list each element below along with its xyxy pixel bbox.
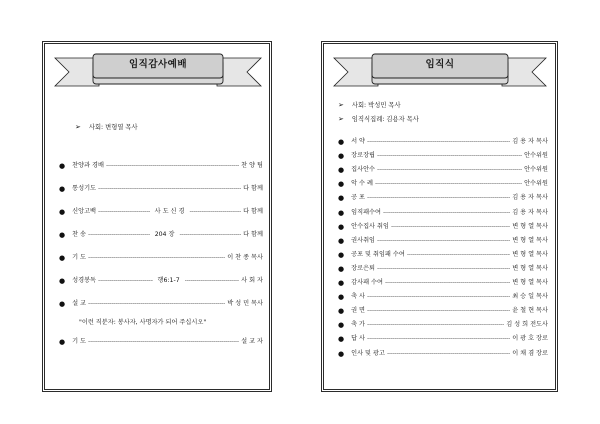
circle-bullet-icon: ● [338, 279, 345, 287]
item-label: 축 사 [351, 293, 366, 301]
circle-bullet-icon: ● [338, 180, 345, 189]
item-value: 윤 철 현 목사 [512, 307, 548, 315]
program-item [59, 208, 263, 216]
program-item [338, 293, 548, 301]
page-title: 임직식 [425, 59, 455, 70]
circle-bullet-icon: ● [338, 194, 345, 203]
circle-bullet-icon: ● [338, 321, 345, 330]
item-label: 악 수 례 [351, 180, 373, 188]
program-item [338, 265, 548, 273]
circle-bullet-icon: ● [338, 152, 345, 161]
item-label: 권 면 [351, 307, 366, 315]
leader-dashes [377, 265, 510, 273]
program-item [338, 321, 548, 329]
leader-dashes [98, 208, 150, 216]
item-value: 김 용 자 목사 [512, 138, 548, 145]
item-value: 사 회 자 [241, 277, 264, 284]
leader-dashes [377, 237, 510, 245]
item-label: 서 약 [351, 138, 366, 145]
circle-bullet-icon: ● [338, 250, 345, 259]
item-middle: 사 도 신 경 [154, 208, 185, 215]
circle-bullet-icon: ● [59, 277, 66, 285]
program-item [338, 237, 548, 245]
item-value: 안수위원 [524, 152, 548, 160]
item-label: 임직패수여 [351, 208, 381, 216]
program-item [338, 279, 548, 287]
program-item [338, 152, 548, 160]
program-item [59, 254, 263, 262]
item-value: 김 용 자 목사 [512, 208, 548, 216]
item-value: 다 함께 [243, 231, 264, 238]
circle-bullet-icon: ● [338, 349, 345, 358]
leader-dashes [98, 277, 153, 285]
item-value: 변 형 열 목사 [512, 250, 548, 258]
leader-dashes [88, 231, 150, 239]
leader-dashes [367, 138, 510, 146]
leader-dashes [189, 208, 241, 216]
item-value: 안수위원 [524, 166, 548, 174]
item-value: 변 형 열 목사 [512, 222, 548, 230]
circle-bullet-icon: ● [59, 338, 66, 346]
program-item [59, 338, 263, 346]
item-value: 변 형 열 목사 [512, 264, 548, 272]
circle-bullet-icon: ● [338, 208, 345, 217]
circle-bullet-icon: ● [59, 254, 66, 262]
left-panel-worship [42, 41, 272, 392]
item-label: 기 도 [72, 254, 87, 261]
item-value: 다 함께 [243, 208, 263, 215]
program-item [59, 277, 263, 285]
item-label: 인사 및 광고 [351, 349, 385, 357]
item-label: 답 사 [351, 335, 366, 343]
item-value: 최 승 일 목사 [512, 293, 548, 301]
program-item [338, 166, 548, 174]
arrow-bullet-icon: ➢ [338, 100, 344, 109]
program-item [338, 251, 548, 259]
item-label: 권사취임 [351, 236, 376, 244]
program-item [59, 231, 263, 239]
item-label: 장로은퇴 [351, 264, 376, 272]
host-line [338, 100, 401, 109]
item-value: 김 용 자 목사 [512, 194, 548, 202]
item-label: 통성기도 [72, 185, 97, 192]
program-item [338, 209, 548, 217]
leader-dashes [367, 194, 510, 202]
page-title: 임직감사예배 [128, 59, 188, 70]
leader-dashes [88, 338, 239, 346]
item-label: 성경봉독 [72, 277, 97, 284]
leader-dashes [185, 277, 240, 285]
item-label: 찬 송 [72, 231, 87, 238]
leader-dashes [106, 162, 239, 170]
leader-dashes [383, 209, 510, 217]
circle-bullet-icon: ● [338, 138, 345, 146]
circle-bullet-icon: ● [338, 236, 345, 245]
item-label: 공 포 [351, 194, 366, 202]
circle-bullet-icon: ● [59, 162, 66, 170]
item-value: 안수위원 [524, 180, 548, 188]
leader-dashes [377, 152, 522, 160]
item-middle: 204 장 [154, 231, 175, 238]
program-item [338, 223, 548, 231]
program-item [338, 138, 548, 146]
item-label: 안수집사 취임 [351, 222, 389, 230]
leader-dashes [391, 223, 510, 231]
program-item [338, 194, 548, 202]
officiant-text: 임직식집례: 김용자 목사 [351, 116, 419, 123]
circle-bullet-icon: ● [59, 300, 66, 308]
item-label: 기 도 [72, 338, 87, 345]
item-label: 설 교 [72, 300, 87, 307]
program-item [338, 350, 548, 358]
right-panel-ordination [321, 41, 558, 392]
circle-bullet-icon: ● [338, 264, 345, 273]
item-label: 집사안수 [351, 166, 376, 174]
item-value: 김 성 희 전도사 [506, 321, 548, 329]
leader-dashes [407, 251, 510, 259]
circle-bullet-icon: ● [338, 166, 345, 175]
item-label: 감사패 수여 [351, 279, 383, 286]
leader-dashes [367, 293, 510, 301]
item-value: 변 형 열 목사 [512, 236, 548, 244]
leader-dashes [88, 254, 225, 262]
item-value: 이 찬 종 목사 [227, 254, 263, 261]
leader-dashes [367, 335, 510, 343]
item-label: 장로장립 [351, 152, 376, 160]
arrow-bullet-icon: ➢ [75, 122, 81, 131]
item-value: 설 교 자 [241, 338, 263, 345]
item-value: 이 채 겸 장로 [512, 349, 548, 357]
item-label: 공포 및 취임패 수여 [351, 250, 405, 258]
circle-bullet-icon: ● [338, 335, 345, 344]
item-value: 변 형 열 목사 [512, 279, 548, 286]
host-text: 사회: 변형열 목사 [88, 124, 138, 131]
program-item [59, 185, 263, 193]
host-line [75, 122, 138, 131]
item-label: 축 가 [351, 321, 366, 329]
leader-dashes [375, 180, 522, 188]
circle-bullet-icon: ● [338, 222, 345, 231]
leader-dashes [179, 231, 241, 239]
arrow-bullet-icon: ➢ [338, 114, 344, 123]
circle-bullet-icon: ● [59, 185, 66, 193]
item-value: 박 성 민 목사 [227, 300, 263, 307]
program-item [59, 300, 263, 308]
item-middle: 행6:1-7 [157, 277, 180, 284]
circle-bullet-icon: ● [59, 208, 66, 216]
program-item [338, 307, 548, 315]
item-label: 찬양과 경배 [72, 162, 104, 169]
item-value: 찬 양 팀 [241, 162, 263, 169]
officiant-line [338, 114, 419, 123]
program-item [59, 162, 263, 170]
program-item [338, 180, 548, 188]
circle-bullet-icon: ● [338, 307, 345, 316]
item-value: 다 함께 [243, 185, 263, 192]
sermon-title: "이런 직분자: 봉사자, 사명자가 되어 주십시오" [79, 319, 207, 326]
circle-bullet-icon: ● [59, 231, 66, 239]
program-item [338, 335, 548, 343]
leader-dashes [88, 300, 225, 308]
leader-dashes [377, 166, 522, 174]
leader-dashes [385, 279, 510, 287]
circle-bullet-icon: ● [338, 293, 345, 302]
item-label: 신앙고백 [72, 208, 97, 215]
leader-dashes [387, 350, 510, 358]
leader-dashes [367, 321, 504, 329]
host-text: 사회: 박성민 목사 [351, 102, 401, 109]
leader-dashes [98, 185, 241, 193]
leader-dashes [367, 307, 510, 315]
item-value: 이 광 호 장로 [512, 335, 548, 343]
